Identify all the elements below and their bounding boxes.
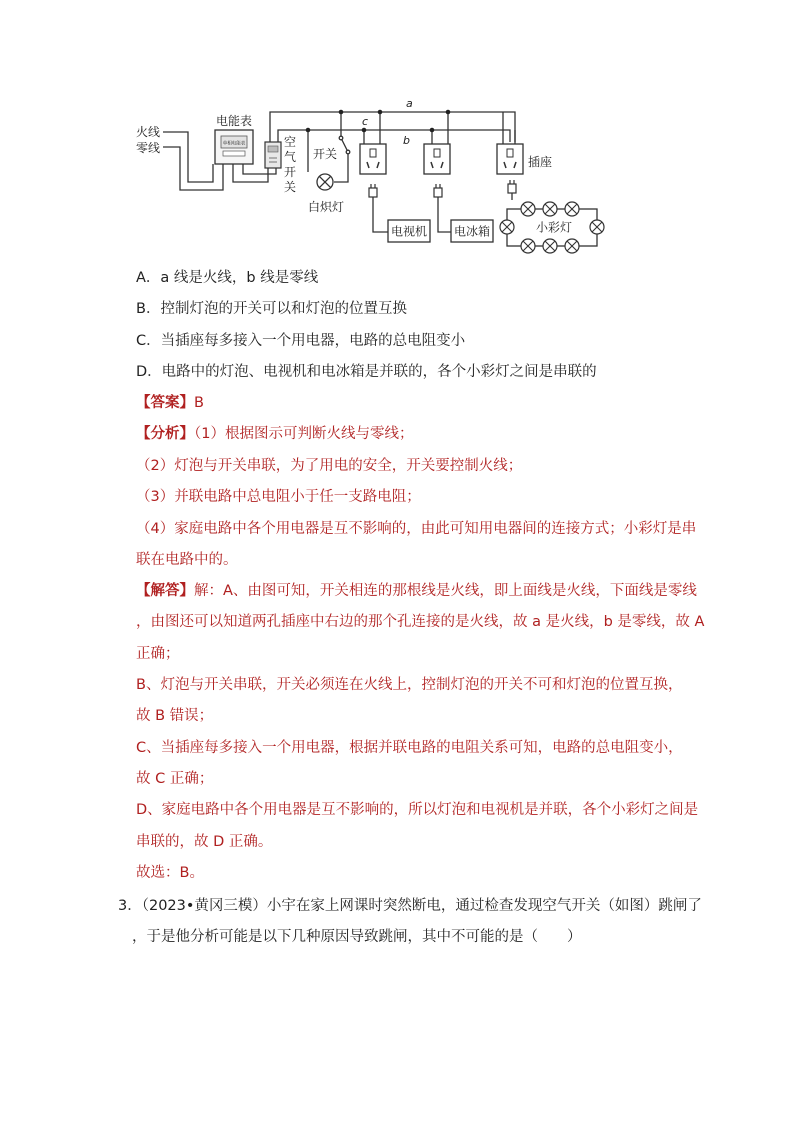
lamp-label: 白炽灯	[308, 200, 345, 214]
fridge-label: 电冰箱	[453, 224, 491, 239]
junction-dot	[446, 110, 451, 115]
switch-label: 开关	[313, 147, 338, 161]
zero-wire-in	[163, 147, 223, 190]
option-b: B．控制灯泡的开关可以和灯泡的位置互换	[136, 301, 407, 317]
switch-symbol	[339, 136, 350, 154]
junction-dot	[430, 128, 435, 133]
fire-wire-label: 火线	[136, 125, 161, 139]
small-lights-label: 小彩灯	[535, 220, 573, 235]
solution-text: 解：A、由图可知，开关相连的那根线是火线，即上面线是火线，下面线是零线	[194, 583, 697, 599]
analysis-line-1	[136, 424, 413, 444]
analysis-line-2: （2）灯泡与开关串联，为了用电的安全，开关要控制火线；	[136, 458, 523, 474]
answer-line	[136, 393, 204, 413]
plug-icon	[369, 184, 377, 197]
small-light-bulb	[521, 202, 535, 216]
small-light-bulb	[590, 220, 604, 234]
question-3-line-2: ，于是他分析可能是以下几种原因导致跳闸，其中不可能的是（ ）	[132, 929, 582, 945]
option-c: C．当插座每多接入一个用电器，电路的总电阻变小	[136, 333, 466, 349]
small-light-bulb	[543, 202, 557, 216]
plug-icon	[434, 184, 442, 197]
socket-3	[497, 144, 523, 174]
solution-line-2: ，由图还可以知道两孔插座中右边的那个孔连接的是火线，故 a 是火线，b 是零线，故 A	[136, 614, 705, 630]
small-light-bulb	[543, 239, 557, 253]
question-3-line-1: 3．（2023•黄冈三模）小宇在家上网课时突然断电，通过检查发现空气开关（如图）跳闸了	[118, 898, 702, 914]
socket3-leads	[503, 112, 515, 144]
option-a: A．a 线是火线，b 线是零线	[136, 270, 319, 286]
analysis-text: （1）根据图示可判断火线与零线；	[194, 426, 414, 442]
label-c: c	[362, 115, 369, 128]
solution-line-3: 正确；	[136, 646, 180, 662]
tv-label: 电视机	[390, 224, 428, 239]
option-d: D．电路中的灯泡、电视机和电冰箱是并联的，各个小彩灯之间是串联的	[136, 364, 597, 380]
solution-line-10: 故选：B。	[136, 865, 204, 881]
junction-dot	[378, 110, 383, 115]
electricity-meter	[215, 130, 253, 164]
answer-value: B	[194, 395, 204, 411]
wire-a	[270, 112, 515, 142]
plug-icon	[508, 180, 516, 193]
analysis-line-4: （4）家庭电路中各个用电器是互不影响的，由此可知用电器间的连接方式；小彩灯是串	[136, 521, 697, 537]
analysis-line-5: 联在电路中的。	[136, 552, 238, 568]
solution-line-7: 故 C 正确；	[136, 771, 214, 787]
air-switch	[265, 142, 281, 168]
solution-line-6: C、当插座每多接入一个用电器，根据并联电路的电阻关系可知，电路的总电阻变小，	[136, 740, 683, 756]
socket-label: 插座	[528, 155, 553, 169]
analysis-tag: 【分析】	[136, 426, 194, 442]
meter-out-wire-1	[233, 164, 268, 182]
circuit-diagram	[130, 92, 620, 264]
meter-face-label: 单相电能表	[222, 141, 246, 147]
solution-line-9: 串联的，故 D 正确。	[136, 834, 273, 850]
socket-1	[360, 144, 386, 174]
solution-tag: 【解答】	[136, 583, 194, 599]
solution-line-4: B、灯泡与开关串联，开关必须连在火线上，控制灯泡的开关不可和灯泡的位置互换，	[136, 677, 683, 693]
small-light-bulb	[565, 239, 579, 253]
junction-dot	[339, 110, 344, 115]
air-switch-char: 开	[283, 165, 297, 179]
small-light-bulb	[521, 239, 535, 253]
solution-line-8: D、家庭电路中各个用电器是互不影响的，所以灯泡和电视机是并联，各个小彩灯之间是	[136, 802, 699, 818]
analysis-line-3: （3）并联电路中总电阻小于任一支路电阻；	[136, 489, 421, 505]
socket-2	[424, 144, 450, 174]
junction-dot	[306, 128, 311, 133]
air-switch-char: 气	[283, 150, 297, 164]
answer-tag: 【答案】	[136, 395, 194, 411]
label-b: b	[403, 134, 410, 147]
fire-wire-in	[163, 132, 213, 182]
meter-label: 电能表	[215, 114, 253, 128]
zero-wire-label: 零线	[136, 141, 161, 155]
tv-cord	[373, 197, 388, 232]
lamp-symbol	[317, 174, 333, 190]
fridge-cord	[438, 197, 451, 232]
small-light-bulb	[565, 202, 579, 216]
label-a: a	[406, 97, 413, 110]
junction-dot	[362, 128, 367, 133]
wire-b	[278, 130, 510, 142]
solution-line-1	[136, 581, 697, 601]
air-switch-char: 关	[283, 180, 297, 194]
air-switch-char: 空	[283, 135, 297, 149]
solution-line-5: 故 B 错误；	[136, 708, 214, 724]
small-light-bulb	[500, 220, 514, 234]
